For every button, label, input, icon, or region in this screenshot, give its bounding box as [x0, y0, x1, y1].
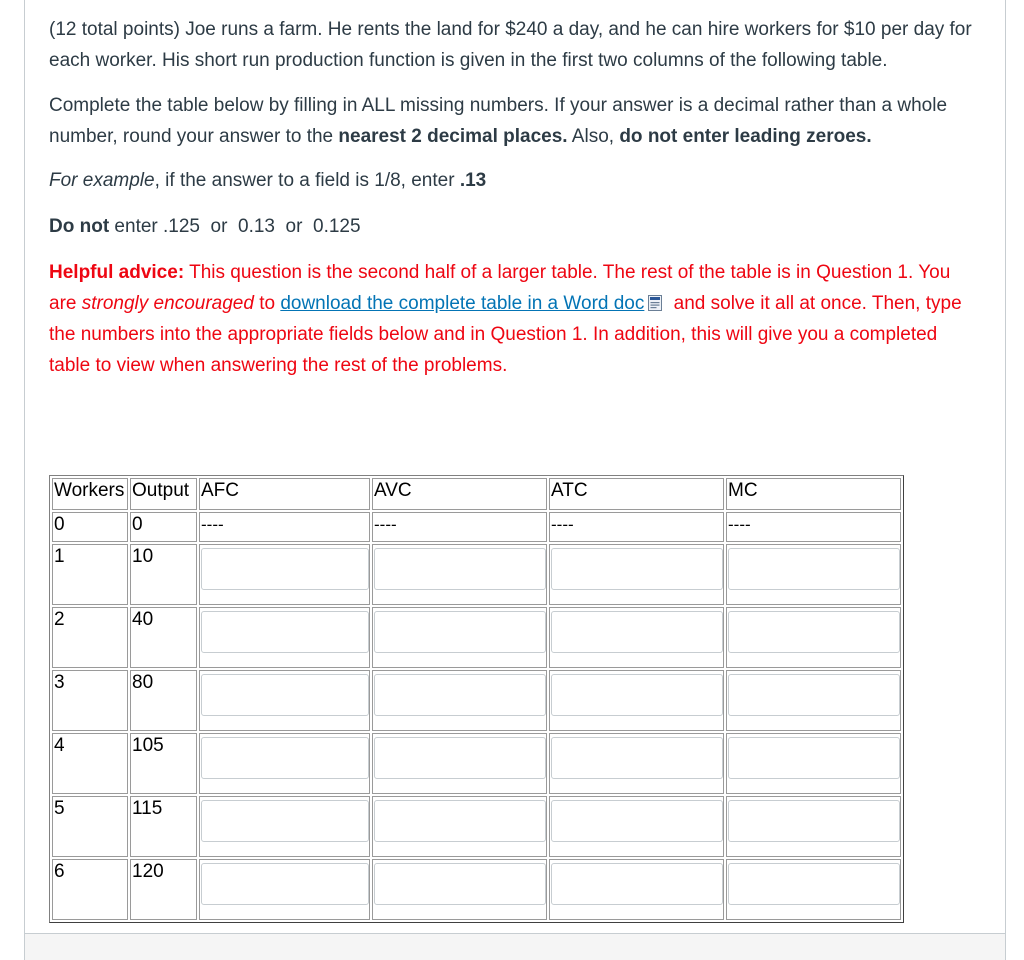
table-row [52, 512, 901, 542]
question-intro: (12 total points) Joe runs a farm. He rents the land for $240 a day, and he can hire workers for $10 per day for each worker. His short run production function is given in the first two columns of the following table. [49, 19, 972, 71]
helpful-advice: Helpful advice: This question is the second half of a larger table. The rest of the table is in Question 1. You are strongly encouraged to download the complete table in a Word doc and solve it all at once. Then, type the numbers into the appropriate fields below and in Question 1. In addition, this will give you a completed table to view when answering the rest of the problems. [49, 262, 962, 376]
output-cell: 120 [130, 859, 197, 920]
header-afc: AFC [199, 478, 370, 510]
header-workers: Workers [52, 478, 128, 510]
afc-input-5[interactable] [201, 800, 369, 842]
table-row [52, 859, 901, 920]
example-line: For example, if the answer to a field is 1/8, enter .13 [49, 170, 487, 191]
workers-cell: 0 [52, 512, 128, 542]
header-atc: ATC [549, 478, 724, 510]
workers-cell: 1 [52, 544, 128, 605]
atc-input-6[interactable] [551, 863, 723, 905]
workers-cell: 6 [52, 859, 128, 920]
table-header-row [52, 478, 901, 510]
dash-placeholder: ---- [551, 515, 574, 534]
afc-input-2[interactable] [201, 611, 369, 653]
download-word-doc-link[interactable]: download the complete table in a Word doc [280, 293, 645, 314]
avc-input-3[interactable] [374, 674, 546, 716]
dash-placeholder: ---- [728, 515, 751, 534]
output-cell: 115 [130, 796, 197, 857]
output-cell: 80 [130, 670, 197, 731]
avc-input-1[interactable] [374, 548, 546, 590]
output-cell: 10 [130, 544, 197, 605]
avc-cell [372, 512, 547, 542]
atc-input-1[interactable] [551, 548, 723, 590]
mc-input-2[interactable] [728, 611, 900, 653]
card-footer-band [25, 933, 1005, 960]
atc-input-2[interactable] [551, 611, 723, 653]
mc-input-6[interactable] [728, 863, 900, 905]
table-row [52, 670, 901, 731]
header-avc: AVC [372, 478, 547, 510]
avc-input-4[interactable] [374, 737, 546, 779]
cost-table [49, 475, 904, 923]
avc-input-6[interactable] [374, 863, 546, 905]
atc-input-4[interactable] [551, 737, 723, 779]
dash-placeholder: ---- [201, 515, 224, 534]
header-mc: MC [726, 478, 901, 510]
mc-input-3[interactable] [728, 674, 900, 716]
atc-input-5[interactable] [551, 800, 723, 842]
workers-cell: 5 [52, 796, 128, 857]
table-row [52, 796, 901, 857]
mc-input-5[interactable] [728, 800, 900, 842]
table-row [52, 544, 901, 605]
workers-cell: 4 [52, 733, 128, 794]
avc-input-5[interactable] [374, 800, 546, 842]
afc-input-3[interactable] [201, 674, 369, 716]
instructions: Complete the table below by filling in ALL missing numbers. If your answer is a decimal rather than a whole number, round your answer to the nearest 2 decimal places. Also, do not enter leading zeroes. [49, 95, 948, 147]
workers-cell: 2 [52, 607, 128, 668]
dash-placeholder: ---- [374, 515, 397, 534]
word-document-icon[interactable] [648, 290, 662, 306]
question-text [49, 14, 974, 381]
workers-cell: 3 [52, 670, 128, 731]
table-row [52, 733, 901, 794]
output-cell: 0 [130, 512, 197, 542]
avc-input-2[interactable] [374, 611, 546, 653]
afc-cell [199, 512, 370, 542]
afc-input-1[interactable] [201, 548, 369, 590]
afc-input-4[interactable] [201, 737, 369, 779]
header-output: Output [130, 478, 197, 510]
mc-cell [726, 512, 901, 542]
do-not-line: Do not enter .125 or 0.13 or 0.125 [49, 216, 361, 237]
output-cell: 40 [130, 607, 197, 668]
table-row [52, 607, 901, 668]
atc-input-3[interactable] [551, 674, 723, 716]
output-cell: 105 [130, 733, 197, 794]
mc-input-4[interactable] [728, 737, 900, 779]
afc-input-6[interactable] [201, 863, 369, 905]
mc-input-1[interactable] [728, 548, 900, 590]
atc-cell [549, 512, 724, 542]
